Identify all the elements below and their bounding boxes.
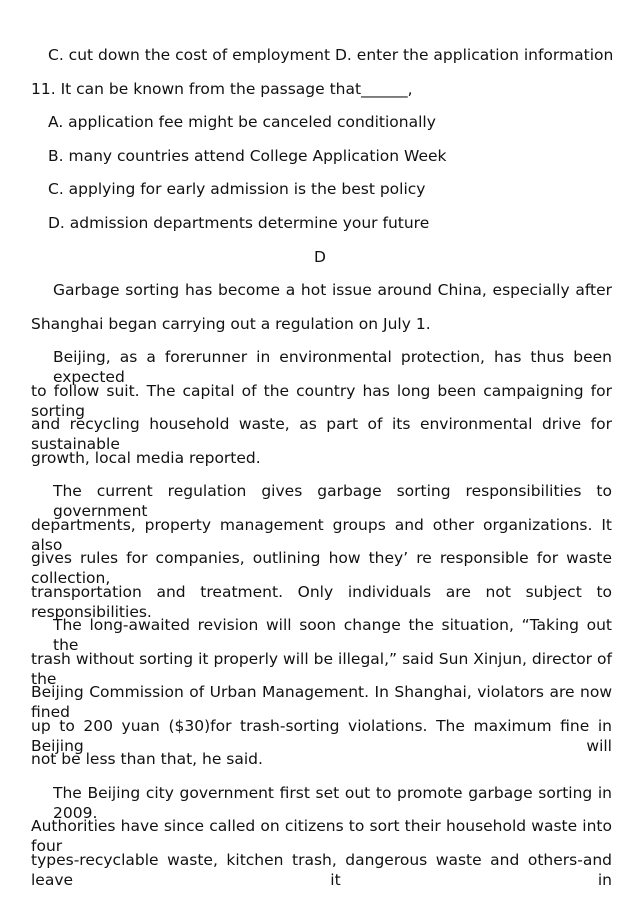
q11-option-a: A. application fee might be canceled conditionally <box>48 113 436 131</box>
passage-line: gives rules for companies, outlining how they’ re responsible for waste collection, <box>31 549 612 587</box>
passage-line: Garbage sorting has become a hot issue around China, especially after <box>53 281 612 299</box>
passage-line: growth, local media reported. <box>31 449 261 467</box>
passage-line: Beijing Commission of Urban Management. In Shanghai, violators are now fined <box>31 683 612 721</box>
passage-line: transportation and treatment. Only individuals are not subject to responsibilities. <box>31 583 612 621</box>
passage-line: types-recyclable waste, kitchen trash, dangerous waste and others-and leave it in <box>31 851 612 889</box>
passage-line: trash without sorting it properly will be illegal,” said Sun Xinjun, director of the <box>31 650 612 688</box>
passage-line: Authorities have since called on citizens to sort their household waste into four <box>31 817 612 855</box>
passage-line: The current regulation gives garbage sorting responsibilities to government <box>53 482 612 520</box>
q11-stem: 11. It can be known from the passage that______, <box>31 80 413 98</box>
passage-line: The long-awaited revision will soon change the situation, “Taking out the <box>53 616 612 654</box>
passage-line: and recycling household waste, as part of its environmental drive for sustainable <box>31 415 612 453</box>
q11-option-b: B. many countries attend College Application Week <box>48 147 447 165</box>
q10-options-c-d: C. cut down the cost of employment D. enter the application information <box>48 46 614 64</box>
passage-line: departments, property management groups and other organizations. It also <box>31 516 612 554</box>
passage-line: Beijing, as a forerunner in environmental protection, has thus been expected <box>53 348 612 386</box>
passage-line: The Beijing city government first set out to promote garbage sorting in 2009. <box>53 784 612 822</box>
q11-option-d: D. admission departments determine your future <box>48 214 430 232</box>
section-label: D <box>314 248 326 266</box>
passage-line: not be less than that, he said. <box>31 750 263 768</box>
passage-line: up to 200 yuan ($30)for trash-sorting violations. The maximum fine in Beijing will <box>31 717 612 755</box>
q11-option-c: C. applying for early admission is the best policy <box>48 180 426 198</box>
passage-line: to follow suit. The capital of the country has long been campaigning for sorting <box>31 382 612 420</box>
passage-line: Shanghai began carrying out a regulation on July 1. <box>31 315 431 333</box>
